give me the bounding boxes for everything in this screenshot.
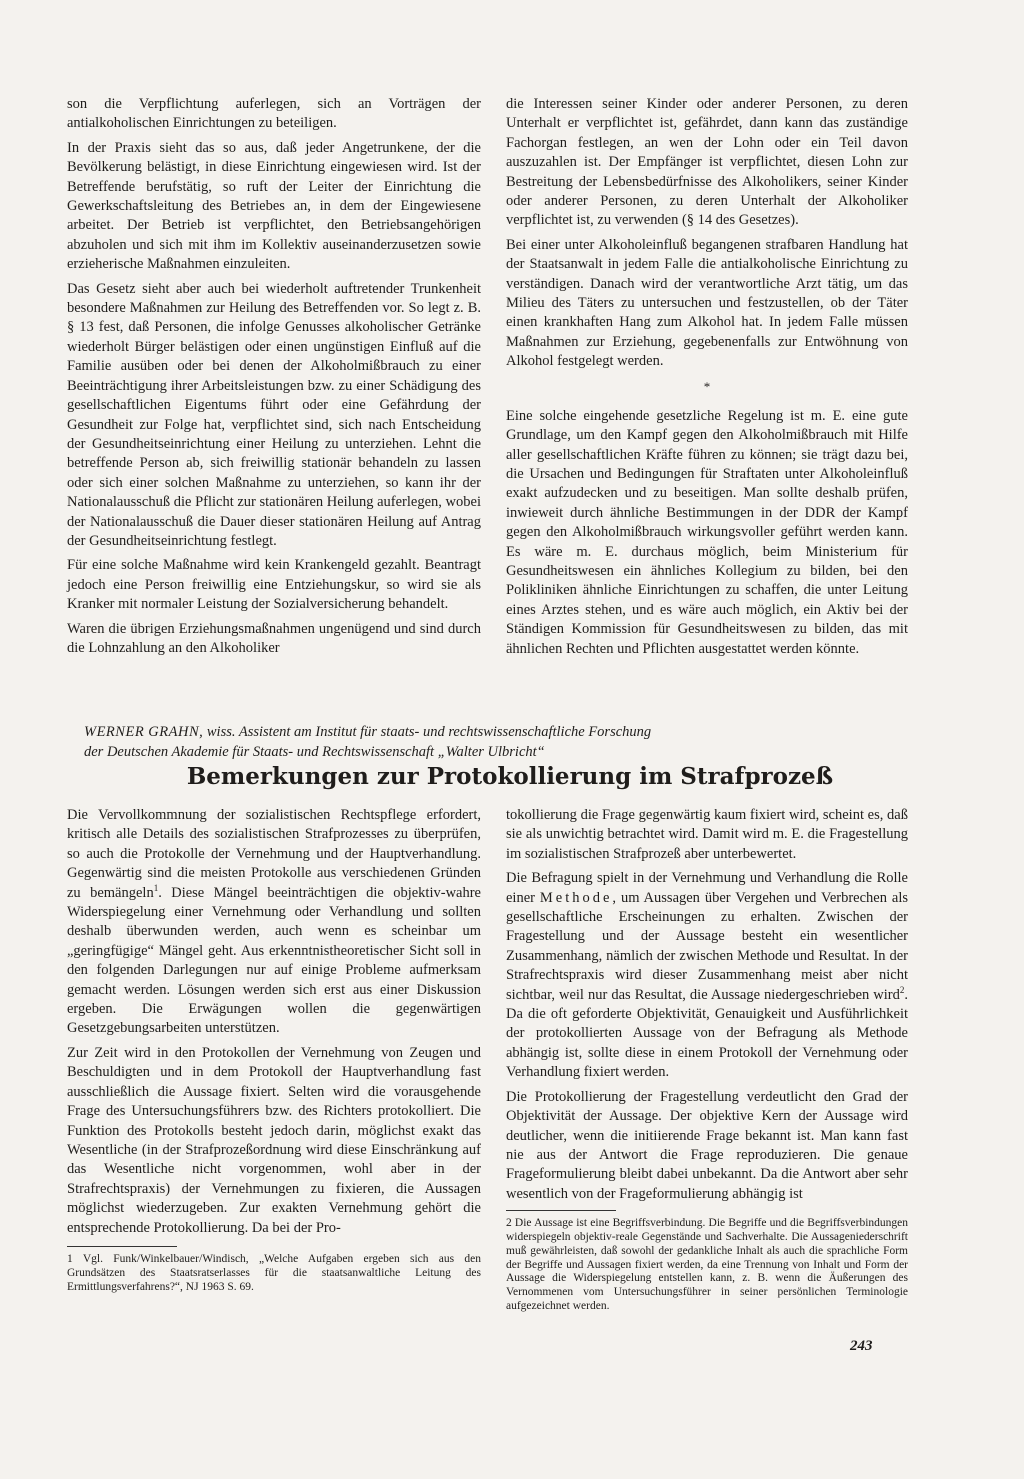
article-title: Bemerkungen zur Protokollierung im Strafprozeß — [186, 763, 834, 790]
paragraph: Waren die übrigen Erziehungsmaßnahmen ungenügend und sind durch die Lohnzahlung an den Alkoholiker — [67, 620, 481, 656]
paragraph: die Interessen seiner Kinder oder anderer Personen, zu deren Unterhalt er verpflichtet ist, gefährdet, dann kann das zuständige Fachorgan festlegen, an wen der Lohn oder ein Teil davon auszuzahlen ist. Der Empfänger ist verpflichtet, diesen Lohn zur Bestreitung der Lebensbedürfnisse des Alkoholikers, seiner Kinder oder anderer Personen, zu deren Unterhalt der Alkoholiker verpflichtet ist, zu verwenden (§ 14 des Gesetzes). — [506, 96, 908, 229]
footnote-ref: 1 — [153, 882, 159, 893]
article-right-column — [506, 806, 908, 1319]
paragraph: tokollierung die Frage gegenwärtig kaum fixiert wird, scheint es, daß sie als unwichtig betrachtet wird. Damit wird m. E. die Fragestellung im sozialistischen Strafprozeß aber unterbewertet. — [506, 807, 908, 862]
paragraph: Das Gesetz sieht aber auch bei wiederholt auftretender Trunkenheit besondere Maßnahmen zur Heilung des Betreffenden vor. So legt z. B. § 13 fest, daß Personen, die infolge Genusses alkoholischer Getränke wiederholt Bürger belästigen oder einen ungünstigen Einfluß auf die Familie ausüben oder bei denen der Alkoholmißbrauch zu einer Beeinträchtigung ihrer Arbeitsleistungen bzw. zu einer Schädigung des gesellschaftlichen Eigentums führt oder eine Gefährdung der Gesundheit zur Folge hat, verpflichtet sind, sich nach Entscheidung der Gesundheitseinrichtung einer Heilung zu unterziehen. Lehnt die betreffende Person ab, sich freiwillig stationär behandeln zu lassen oder sich einer solchen Maßnahme zu unterziehen, so kann ihr der Nationalausschuß die Pflicht zur stationären Heilung auferlegen, wobei der Nationalausschuß die Dauer dieser stationären Heilung auf Antrag der Gesundheitseinrichtung festlegt. — [67, 280, 481, 549]
paragraph: Zur Zeit wird in den Protokollen der Vernehmung von Zeugen und Beschuldigten und in dem Protokoll der Hauptverhandlung fast ausschließlich die Aussage fixiert. Selten wird die vorausgehende Frage des Untersuchungsführers bzw. des Richters protokolliert. Die Funktion des Protokolls besteht jedoch darin, möglichst exakt das Wesentliche (in der Strafprozeßordnung wird diese Einschränkung auf das Wesentliche nicht vorgenommen, wohl aber in der Strafrechtspraxis) der Vernehmungen zu fixieren, die Aussagen möglichst wiederzugeben. Zur exakten Vernehmung gehört die entsprechende Protokollierung. Da bei der Pro- — [67, 1044, 481, 1236]
paragraph: Die Vervollkommnung der sozialistischen Rechtspflege erfordert, kritisch alle Details des sozialistischen Strafprozesses zu überprüfen, so auch die Protokolle der Vernehmung und der Hauptverhandlung. Gegenwärtig sind die meisten Protokolle aus verschiedenen Gründen zu bemängeln$^1$. Diese Mängel beeinträchtigen die objektiv-wahre Widerspiegelung einer Vernehmung oder Verhandlung und sollten deshalb überwunden werden, auch wenn es scheinbar um „geringfügige“ Mängel geht. Aus erkenntnistheoretischer Sicht soll in den folgenden Darlegungen nur auf einige Probleme aufmerksam gemacht werden. Lösungen werden sich erst aus einer Diskussion ergeben. Die Erwägungen wollen die gegenwärtigen Gesetzgebungsarbeiten unterstützen. — [67, 807, 481, 1037]
footnote-rule — [67, 1246, 177, 1247]
author-byline — [84, 722, 944, 762]
paragraph: Die Protokollierung der Fragestellung verdeutlicht den Grad der Objektivität der Aussage. Der objektive Kern der Aussage wird deutlicher, wenn die initiierende Frage bekannt ist. Man kann fast nie aus der Antwort die Frage reproduzieren. Die genaue Frageformulierung bleibt dabei unbekannt. Da die Antwort aber sehr wesentlich von der Frageformulierung abhängig ist — [506, 1088, 908, 1202]
footnote-1: 1 Vgl. Funk/Winkelbauer/Windisch, „Welche Aufgaben ergeben sich aus den Grundsätzen des Staatsratserlasses für die staatsanwaltliche Leitung des Ermittlungsverfahrens?“, NJ 1963 S. 69. — [67, 1252, 481, 1293]
author-name: WERNER GRAHN, — [84, 724, 204, 740]
page-number: 243 — [850, 1338, 873, 1354]
paragraph: Bei einer unter Alkoholeinfluß begangenen strafbaren Handlung hat der Staatsanwalt in jedem Falle die antialkoholische Einrichtung zu verständigen. Danach wird der verantwortliche Arzt tätig, um das Milieu des Täters zu untersuchen und festzustellen, ob der Täter einen krankhaften Hang zum Alkohol hat. In jedem Falle müssen Maßnahmen zur Erziehung, gegebenenfalls zur Entwöhnung von Alkohol festgelegt werden. — [506, 236, 908, 370]
footnote-rule — [506, 1210, 616, 1211]
paragraph: Für eine solche Maßnahme wird kein Krankengeld gezahlt. Beantragt jedoch eine Person freiwillig eine Entziehungskur, so wird sie als Kranker mit normaler Leistung der Sozialversicherung behandelt. — [67, 557, 481, 613]
section-separator: * — [703, 378, 711, 394]
paragraph: son die Verpflichtung auferlegen, sich an Vorträgen der antialkoholischen Einrichtungen zu beteiligen. — [67, 96, 481, 132]
top-left-column — [67, 95, 481, 663]
paragraph: In der Praxis sieht das so aus, daß jeder Angetrunkene, der die Bevölkerung belästigt, in diese Einrichtung eingewiesen wird. Ist der Betreffende berufstätig, so ruft der Leiter der Einrichtung die Gewerkschaftsleitung des Betriebes an, in dem der Eingewiesene arbeitet. Der Betrieb ist verpflichtet, den Betriebsangehörigen abzuholen und sich mit ihm im Kollektiv auseinanderzusetzen sowie erzieherische Maßnahmen einzuleiten. — [67, 139, 481, 273]
paragraph: Die Befragung spielt in der Vernehmung und Verhandlung die Rolle einer Methode, um Aussagen über Vergehen und Verbrechen als gesellschaftliche Erscheinungen zu erhalten. Zwischen der Fragestellung und der Aussage besteht ein wesentlicher Zusammenhang, nämlich der zwischen Methode und Resultat. In der Strafrechtspraxis wird dieser Zusammenhang meist aber nicht sichtbar, weil nur das Resultat, die Aussage niedergeschrieben wird$^2$. Da die oft geforderte Objektivität, Genauigkeit und Ausführlichkeit der protokollierten Aussage von der Befragung als Methode abhängig ist, sollte diese in einem Protokoll der Vernehmung oder Verhandlung fixiert werden. — [506, 870, 908, 1081]
emphasis-method: Methode — [539, 889, 613, 906]
author-affiliation-line-1: wiss. Assistent am Institut für staats- und rechtswissenschaftliche Forschung — [206, 724, 652, 740]
footnote-2: 2 Die Aussage ist eine Begriffsverbindung. Die Begriffe und die Begriffsverbindungen widerspiegeln objektiv-reale Gegenstände und Sachverhalte. Die Aussageniederschrift muß gewährleisten, daß sowohl der gedankliche Inhalt als auch die sprachliche Form der Begriffe und Aussagen fixiert werden, da eine Trennung von Inhalt und Form der Aussage die Widerspiegelung entstellen kann, z. B. wenn die Äußerungen des Vernommenen vom Untersuchungsführer in seiner persönlichen Terminologie aufgezeichnet werden. — [506, 1217, 908, 1312]
author-affiliation-line-2: der Deutschen Akademie für Staats- und Rechtswissenschaft „Walter Ulbricht“ — [84, 744, 545, 760]
top-right-column — [506, 95, 908, 664]
footnote-ref: 2 — [899, 984, 905, 995]
paragraph: Eine solche eingehende gesetzliche Regelung ist m. E. eine gute Grundlage, um den Kampf gegen den Alkoholmißbrauch mit Hilfe aller gesellschaftlichen Kräfte führen zu können; sie trägt dazu bei, die Ursachen und Bedingungen für Straftaten unter Alkoholeinfluß exakt aufzudecken und zu beseitigen. Man sollte deshalb prüfen, inwieweit durch ähnliche Bestimmungen in der DDR der Kampf gegen den Alkoholmißbrauch wirkungsvoller geführt werden kann. Es wäre m. E. durchaus möglich, beim Ministerium für Gesundheitswesen ein ähnliches Kollegium zu bilden, bei den Polikliniken ähnliche Einrichtungen zu schaffen, die unter Leitung eines Arztes stehen, und es wäre auch möglich, ein Aktiv bei der Ständigen Kommission für Gesundheitswesen zu bilden, das mit ähnlichen Rechten und Pflichten ausgestattet werden könnte. — [506, 407, 908, 657]
article-left-column — [67, 806, 481, 1299]
